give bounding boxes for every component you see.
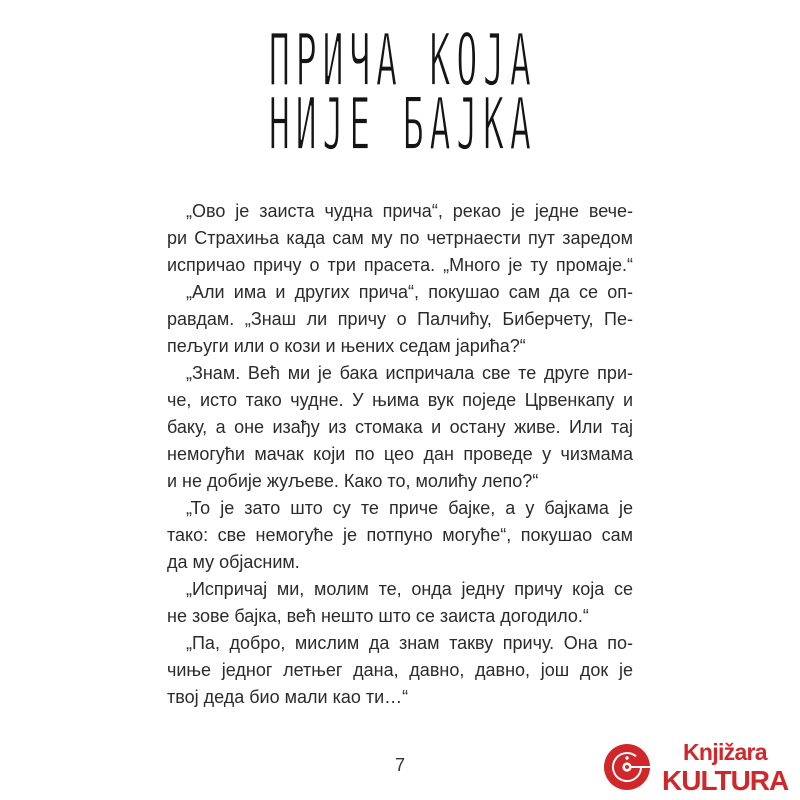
- chapter-title-text: ПРИЧА КОЈА: [268, 18, 537, 102]
- text-line: и не добије жуљеве. Како то, молићу лепо?“: [167, 471, 539, 491]
- body-text: [167, 198, 633, 711]
- logo-text-knjizara: Knjižara: [683, 739, 767, 765]
- paragraph-6: [167, 630, 633, 711]
- text-line: равдам. „Знаш ли причу о Палчићу, Биберчету, Пе-: [167, 309, 633, 329]
- chapter-title: [0, 18, 800, 166]
- text-line: тако: све немогуће је потпуно могуће“, покушао сам: [167, 525, 633, 545]
- paragraph-5: [167, 576, 633, 630]
- paragraph-2: [167, 279, 633, 360]
- paragraph-4: [167, 495, 633, 576]
- text-line: чиње једног летњег дана, давно, давно, још док је: [167, 660, 633, 680]
- text-line: испричао причу о три прасета. „Много је ту промаје.“: [167, 255, 633, 275]
- text-line: пељуги или о кози и њених седам јарића?“: [167, 336, 526, 356]
- text-line: да му објасним.: [167, 552, 300, 572]
- text-line: „То је зато што су те приче бајке, а у бајкама је: [186, 498, 633, 518]
- text-line: че, исто тако чудне. У њима вук поједе Црвенкапу и: [167, 390, 633, 410]
- text-line: баку, а оне изађу из стомака и остану живе. Или тај: [167, 417, 633, 437]
- text-line: „Знам. Већ ми је бака испричала све те друге при-: [186, 363, 633, 383]
- page-number: 7: [394, 755, 405, 775]
- text-line: не зове бајка, већ нешто што се заиста догодило.“: [167, 606, 589, 626]
- paragraph-3: [167, 360, 633, 495]
- chapter-title-text: НИЈЕ БАЈКА: [268, 82, 537, 166]
- text-line: „Али има и других прича“, покушао сам да се оп-: [186, 282, 633, 302]
- text-line: ри Страхиња када сам му по четрнаести пут заредом: [167, 228, 633, 248]
- text-line: „Испричај ми, молим те, онда једну причу која се: [186, 579, 633, 599]
- text-line: „Ово је заиста чудна прича“, рекао је једне вече-: [186, 201, 633, 221]
- paragraph-1: [167, 198, 633, 279]
- text-line: твој деда био мали као ти…“: [167, 687, 409, 707]
- kultura-circle-logo-icon: [601, 743, 653, 791]
- text-line: немогући мачак који по цео дан проведе у чизмама: [167, 444, 633, 464]
- chapter-title-line-2: [0, 82, 800, 166]
- logo-text-kultura: KULTURA: [662, 765, 789, 796]
- text-line: „Па, добро, мислим да знам такву причу. Она по-: [186, 633, 633, 653]
